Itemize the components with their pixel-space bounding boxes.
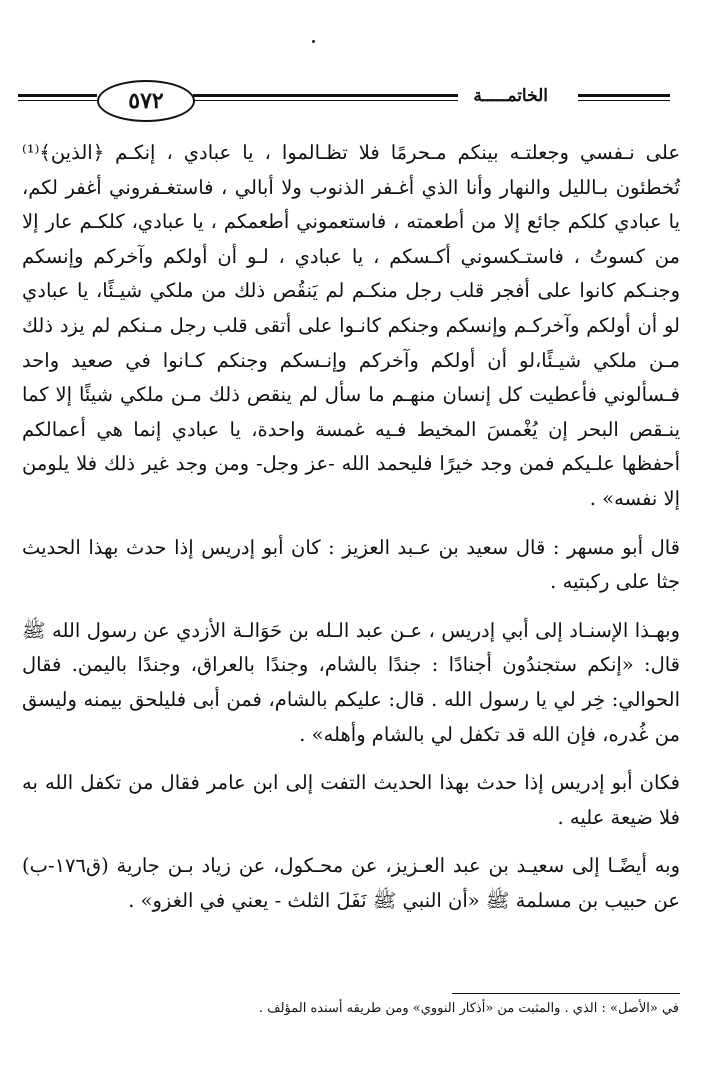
- page-header: [18, 80, 670, 122]
- page-body: [22, 136, 680, 918]
- page-number: ٥٧٢: [97, 80, 195, 122]
- page-dot: [312, 40, 315, 43]
- header-rule-right-bottom: [578, 100, 670, 101]
- footnote: في «الأصل» : الذي . والمثبت من «أذكار النووي» ومن طريقه أسنده المؤلف .: [258, 1001, 679, 1016]
- header-rule-left-bottom: [18, 100, 97, 101]
- header-rule-middle-bottom: [193, 100, 458, 101]
- header-rule-middle-top: [193, 94, 458, 97]
- running-title: الخاتمـــــة: [473, 86, 548, 106]
- paragraph-habib: وبه أيضًـا إلى سعيـد بن عبد العـزيز، عن محـكول، عن زياد بـن جارية (ق١٧٦-ب) عن حبيب بن مسلمة ﷺ «أن النبي ﷺ نَفَلَ الثلث - يعني في الغزو» .: [22, 854, 680, 912]
- paragraph-abu-mushir: قال أبو مسهر : قال سعيد بن عـبد العزيز : كان أبو إدريس إذا حدث بهذا الحديث جثا على ركبتيه .: [22, 535, 680, 594]
- footnote-separator: [452, 993, 680, 994]
- header-rule-right-top: [578, 94, 670, 97]
- paragraph-hadith: على نـفسي وجعلتـه بينكم مـحرمًا فلا تظـالموا ، يا عبادي ، إنكـم ﴿الذين﴾⁽¹⁾ تُخطئون بـالليل والنهار وأنا الذي أغـفر الذنوب ولا أبالي ، فاستغـفروني أغفر لكم، يا عبادي كلكم جائع إلا من أطعمته ، فاستعموني أطعمكم ، يا عبادي، كلكـم عار إلا من كسوتُ ، فاستـكسوني أكـسكم ، يا عبادي ، لـو أن أولكم وآخركم وإنسكم وجنـكم كانوا على أفجر قلب رجل منكـم لم يَنقُص ذلك من ملكي شيـئًا، يا عبادي لو أن أولكم وآخركـم وإنسكم وجنكم كانـوا على أتقى قلب رجل مـنكم لم يزد ذلك مـن ملكي شيـئًا،لو أن أولكم وآخركم وإنـسكم وجنكم كـانوا في صعيد واحد فـسألوني فأعطيت كل إنسان منهـم ما سأل لم ينقص ذلك مـن ملكي شيئًا إلا كما ينـقص البحر إن يُغْمسَ المخيط فـيه غمسة واحدة، يا عبادي إنما هي أعمالكم أحفظها علـيكم فمن وجد خيرًا فليحمد الله -عز وجل- ومن وجد غير ذلك فلا يلومن إلا نفسه» .: [22, 141, 680, 510]
- paragraph-hawala: وبهـذا الإسنـاد إلى أبي إدريس ، عـن عبد الـله بن حَوَالـة الأزدي عن رسول الله ﷺ قال: «إنكم ستجندُون أجنادًا : جندًا بالشام، وجندًا بالعراق، وجندًا باليمن. فقال الحوالي: خِر لي يا رسول الله . قال: عليكم بالشام، فمن أبى فليلحق بيمنه وليسق من غُدره، فإن الله قد تكفل لي بالشام وأهله» .: [22, 618, 680, 746]
- header-rule-left-top: [18, 94, 97, 97]
- paragraph-ibn-amir: فكان أبو إدريس إذا حدث بهذا الحديث التفت إلى ابن عامر فقال من تكفل الله به فلا ضيعة عليه .: [22, 771, 680, 829]
